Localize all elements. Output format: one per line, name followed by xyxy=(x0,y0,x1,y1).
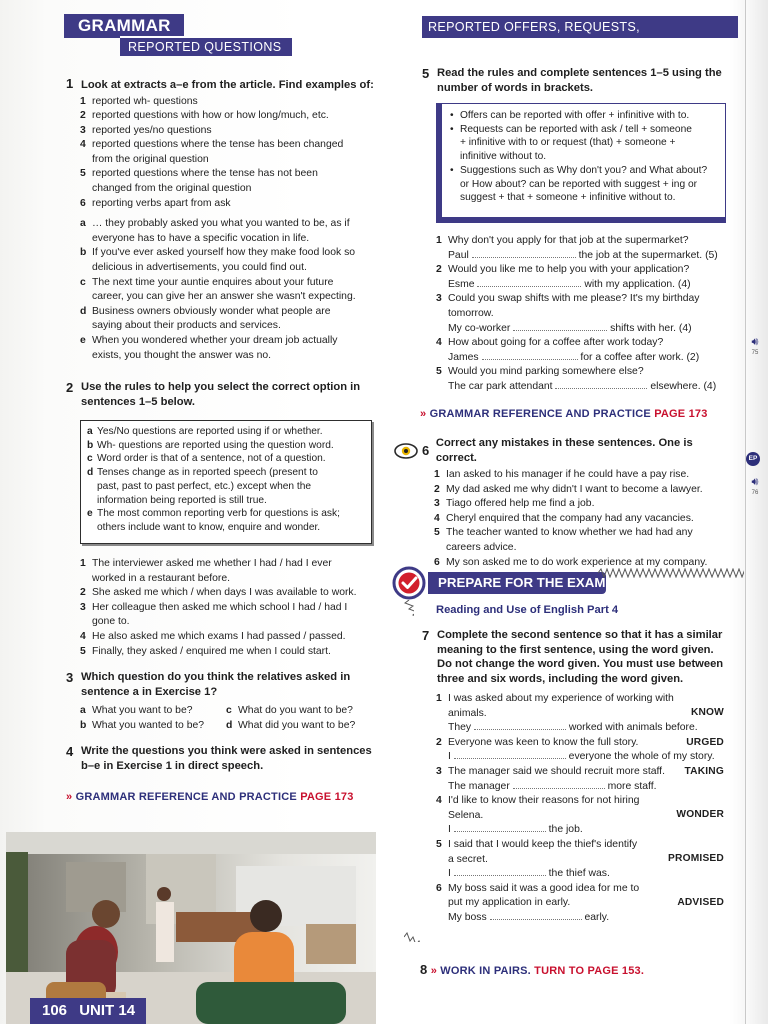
book-spine xyxy=(745,0,768,1024)
exercise-2: 2 Use the rules to help you select the correct option in sentences 1–5 below. xyxy=(66,380,361,408)
list-item: 6 reporting verbs apart from ask xyxy=(80,197,231,209)
exercise-number: 5 xyxy=(422,66,430,81)
exercise-4: 4 Write the questions you think were asked in sentences b–e in Exercise 1 in direct speech. xyxy=(66,744,372,772)
exam-part-subtitle: Reading and Use of English Part 4 xyxy=(436,604,619,616)
extract-d: d Business owners obviously wonder what people are saying about their products and services. xyxy=(80,305,331,332)
wavy-border-top xyxy=(598,568,744,578)
list-item: 5 reported questions where the tense has not been xyxy=(80,168,318,180)
check-badge-icon xyxy=(392,566,426,600)
answer-blank[interactable] xyxy=(454,875,546,876)
answer-blank[interactable] xyxy=(454,758,566,759)
exercise-instruction: Look at extracts a–e from the article. Find examples of: xyxy=(81,79,374,91)
answer-blank[interactable] xyxy=(472,257,576,258)
list-item: 3 reported yes/no questions xyxy=(80,124,212,136)
exercise-5-items xyxy=(436,234,732,395)
rule-item: c Word order is that of a sentence, not of a question. xyxy=(87,453,326,465)
prepare-for-exam-banner: PREPARE FOR THE EXAM xyxy=(428,572,606,594)
audio-track-76[interactable]: 🔊︎ 76 xyxy=(751,476,759,496)
exercise-number: 7 xyxy=(422,628,430,643)
exercise-7-items xyxy=(436,692,726,926)
answer-blank[interactable] xyxy=(490,919,582,920)
key-word: URGED xyxy=(686,736,724,748)
ep-badge-icon[interactable]: EP xyxy=(746,452,760,466)
list-item: 5 The teacher wanted to know whether we had had any careers advice. xyxy=(434,527,693,553)
answer-blank[interactable] xyxy=(482,359,578,360)
rule-item: b Wh- questions are reported using the question word. xyxy=(87,439,334,451)
exercise-1 xyxy=(66,76,386,363)
list-item: 2 Would you like me to help you with your application? Esme with my application. (4) xyxy=(436,264,691,290)
exercise-number: 4 xyxy=(66,744,74,759)
list-item: 4 reported questions where the tense has been changed xyxy=(80,139,344,151)
list-item: 4 Cheryl enquired that the company had any vacancies. xyxy=(434,512,694,524)
rule-item: e The most common reporting verb for questions is ask; others include want to know, enquire and wonder. xyxy=(87,508,340,533)
exercise-number: 1 xyxy=(66,76,74,91)
list-item: from the original question xyxy=(92,153,209,165)
list-item: 2 Everyone was keen to know the full story. I everyone the whole of my story. URGED xyxy=(436,736,724,763)
list-item: 3 The manager said we should recruit more staff. The manager more staff. TAKING xyxy=(436,765,724,792)
exercise-number: 3 xyxy=(66,670,74,685)
extract-a: a … they probably asked you what you wanted to be, as if everyone has to have a specific vocation in life. xyxy=(80,218,350,244)
answer-blank[interactable] xyxy=(477,286,581,287)
list-item: 4 I'd like to know their reasons for not hiring Selena. I the job. WONDER xyxy=(436,795,724,836)
list-item: 6 My son asked me to do work experience at my company. xyxy=(434,556,708,568)
list-item: 2 She asked me which / when days I was available to work. xyxy=(80,587,357,599)
list-item: 1 Why don't you apply for that job at the supermarket? Paul the job at the supermarket. (5) xyxy=(436,235,718,261)
option-a: a What you want to be? xyxy=(80,705,193,716)
extract-b: b If you've ever asked yourself how they make food look so delicious in advertisements, you could find out. xyxy=(80,247,356,274)
list-item: 4 He also asked me which exams I had passed / passed. xyxy=(80,630,346,642)
list-item: 2 My dad asked me why didn't I want to become a lawyer. xyxy=(434,483,703,495)
answer-blank[interactable] xyxy=(513,788,605,789)
rule-item: d Tenses change as in reported speech (present to past, past to past perfect, etc.) except when the information being reported is still true. xyxy=(87,467,318,506)
list-item: 1 I was asked about my experience of working with animals. They worked with animals before. KNOW xyxy=(436,693,724,734)
page-footer xyxy=(30,998,146,1024)
rule-item: • Requests can be reported with ask / tell + someone + infinitive with to or request (that) + someone + infinitive without to. xyxy=(450,123,692,163)
right-section-banner: REPORTED OFFERS, REQUESTS, SUGGESTIONS xyxy=(422,16,738,38)
list-item: 5 I said that I would keep the thief's identify a secret. I the thief was. PROMISED xyxy=(436,838,724,880)
page-number: 106 xyxy=(42,1002,68,1019)
exercise-number: 8 xyxy=(420,962,428,977)
audio-track-75[interactable]: 🔊︎ 75 xyxy=(751,336,759,356)
key-word: PROMISED xyxy=(668,852,724,864)
answer-blank[interactable] xyxy=(474,729,566,730)
exercise-7: 7 Complete the second sentence so that it has a similar meaning to the first sentence, using the word given. Do not change the word given. You must use between three and six words, including the word given. xyxy=(422,628,724,685)
wavy-border-left xyxy=(404,600,414,940)
rule-item: • Offers can be reported with offer + infinitive with to. xyxy=(450,110,690,121)
exercise-2-sentences xyxy=(80,557,380,659)
list-item: 1 Ian asked to his manager if he could have a pay rise. xyxy=(434,469,690,480)
list-item: 3 Could you swap shifts with me please? It's my birthday tomorrow. My co-worker shifts with her. (4) xyxy=(436,293,700,334)
exercise-number: 2 xyxy=(66,380,74,395)
exercise-number: 6 xyxy=(422,443,430,458)
unit-label: UNIT 14 xyxy=(79,1002,136,1019)
reported-questions-label: REPORTED QUESTIONS xyxy=(120,36,292,56)
list-item: 3 Tiago offered help me find a job. xyxy=(434,498,595,510)
grammar-reference-link-right[interactable]: » GRAMMAR REFERENCE AND PRACTICE PAGE 173 xyxy=(420,408,708,420)
answer-blank[interactable] xyxy=(454,831,546,832)
key-word: WONDER xyxy=(676,809,724,821)
grammar-reference-link[interactable]: » GRAMMAR REFERENCE AND PRACTICE PAGE 173 xyxy=(66,791,354,803)
list-item: 5 Would you mind parking somewhere else? The car park attendant elsewhere. (4) xyxy=(436,366,717,392)
rule-item: • Suggestions such as Why don't you? and What about? or How about? can be reported with suggest + ing or suggest + that + someone + infinitive without to. xyxy=(450,164,708,204)
list-item: 1 reported wh- questions xyxy=(80,95,198,107)
list-item: 1 The interviewer asked me whether I had / had I ever worked in a restaurant before. xyxy=(80,558,332,584)
speaker-icon: 🔊︎ xyxy=(751,476,759,488)
rule-item: a Yes/No questions are reported using if or whether. xyxy=(87,426,323,437)
list-item: changed from the original question xyxy=(92,183,252,195)
option-d: d What did you want to be? xyxy=(226,719,356,731)
wavy-border-bottom xyxy=(404,932,744,942)
list-item: 2 reported questions with how or how long/much, etc. xyxy=(80,110,329,122)
grammar-banner xyxy=(64,14,284,56)
option-b: b What you wanted to be? xyxy=(80,719,205,731)
key-word: TAKING xyxy=(684,765,724,777)
extract-e: e When you wondered whether your dream job actually exists, you thought the answer was no. xyxy=(80,335,338,361)
eye-icon xyxy=(394,443,418,459)
rules-box-questions xyxy=(80,420,372,544)
office-photo xyxy=(6,832,376,1024)
list-item: 5 Finally, they asked / enquired me when I could start. xyxy=(80,645,331,657)
list-item: 4 How about going for a coffee after work today? James for a coffee after work. (2) xyxy=(436,337,700,363)
extract-c: c The next time your auntie enquires about your future career, you can give her an answer she wasn't expecting. xyxy=(80,276,356,303)
rules-box-offers xyxy=(436,103,726,223)
grammar-label: GRAMMAR xyxy=(64,14,184,38)
key-word: KNOW xyxy=(690,707,724,718)
speaker-icon: 🔊︎ xyxy=(751,336,759,348)
option-c: c What do you want to be? xyxy=(226,705,353,716)
exercise-3: 3 Which question do you think the relatives asked in sentence a in Exercise 1? a What you want to be? b What you wanted to be? c What do you want to be? d What did you want to be? xyxy=(66,670,386,733)
answer-blank[interactable] xyxy=(513,330,607,331)
list-item: 6 My boss said it was a good idea for me to put my application in early. My boss early. ADVISED xyxy=(436,882,724,923)
list-item: 3 Her colleague then asked me which school I had / had I gone to. xyxy=(80,601,348,628)
key-word: ADVISED xyxy=(677,896,724,908)
answer-blank[interactable] xyxy=(555,388,647,389)
exercise-6: 6 Correct any mistakes in these sentences. One is correct. 1 Ian asked to his manager if he could have a pay rise. 2 My dad asked me why didn't I want to become a lawyer. 3 Tiago offered help me find a job. 4 Cheryl enquired that the company had any vacancies. 5 The teacher wanted to know whether we had had any careers advice. 6 My son asked me to do work experience at my company. xyxy=(394,436,734,570)
exercise-5: 5 Read the rules and complete sentences 1–5 using the number of words in brackets. xyxy=(422,66,722,94)
exercise-8[interactable]: 8 » WORK IN PAIRS. TURN TO PAGE 153. xyxy=(420,962,645,977)
